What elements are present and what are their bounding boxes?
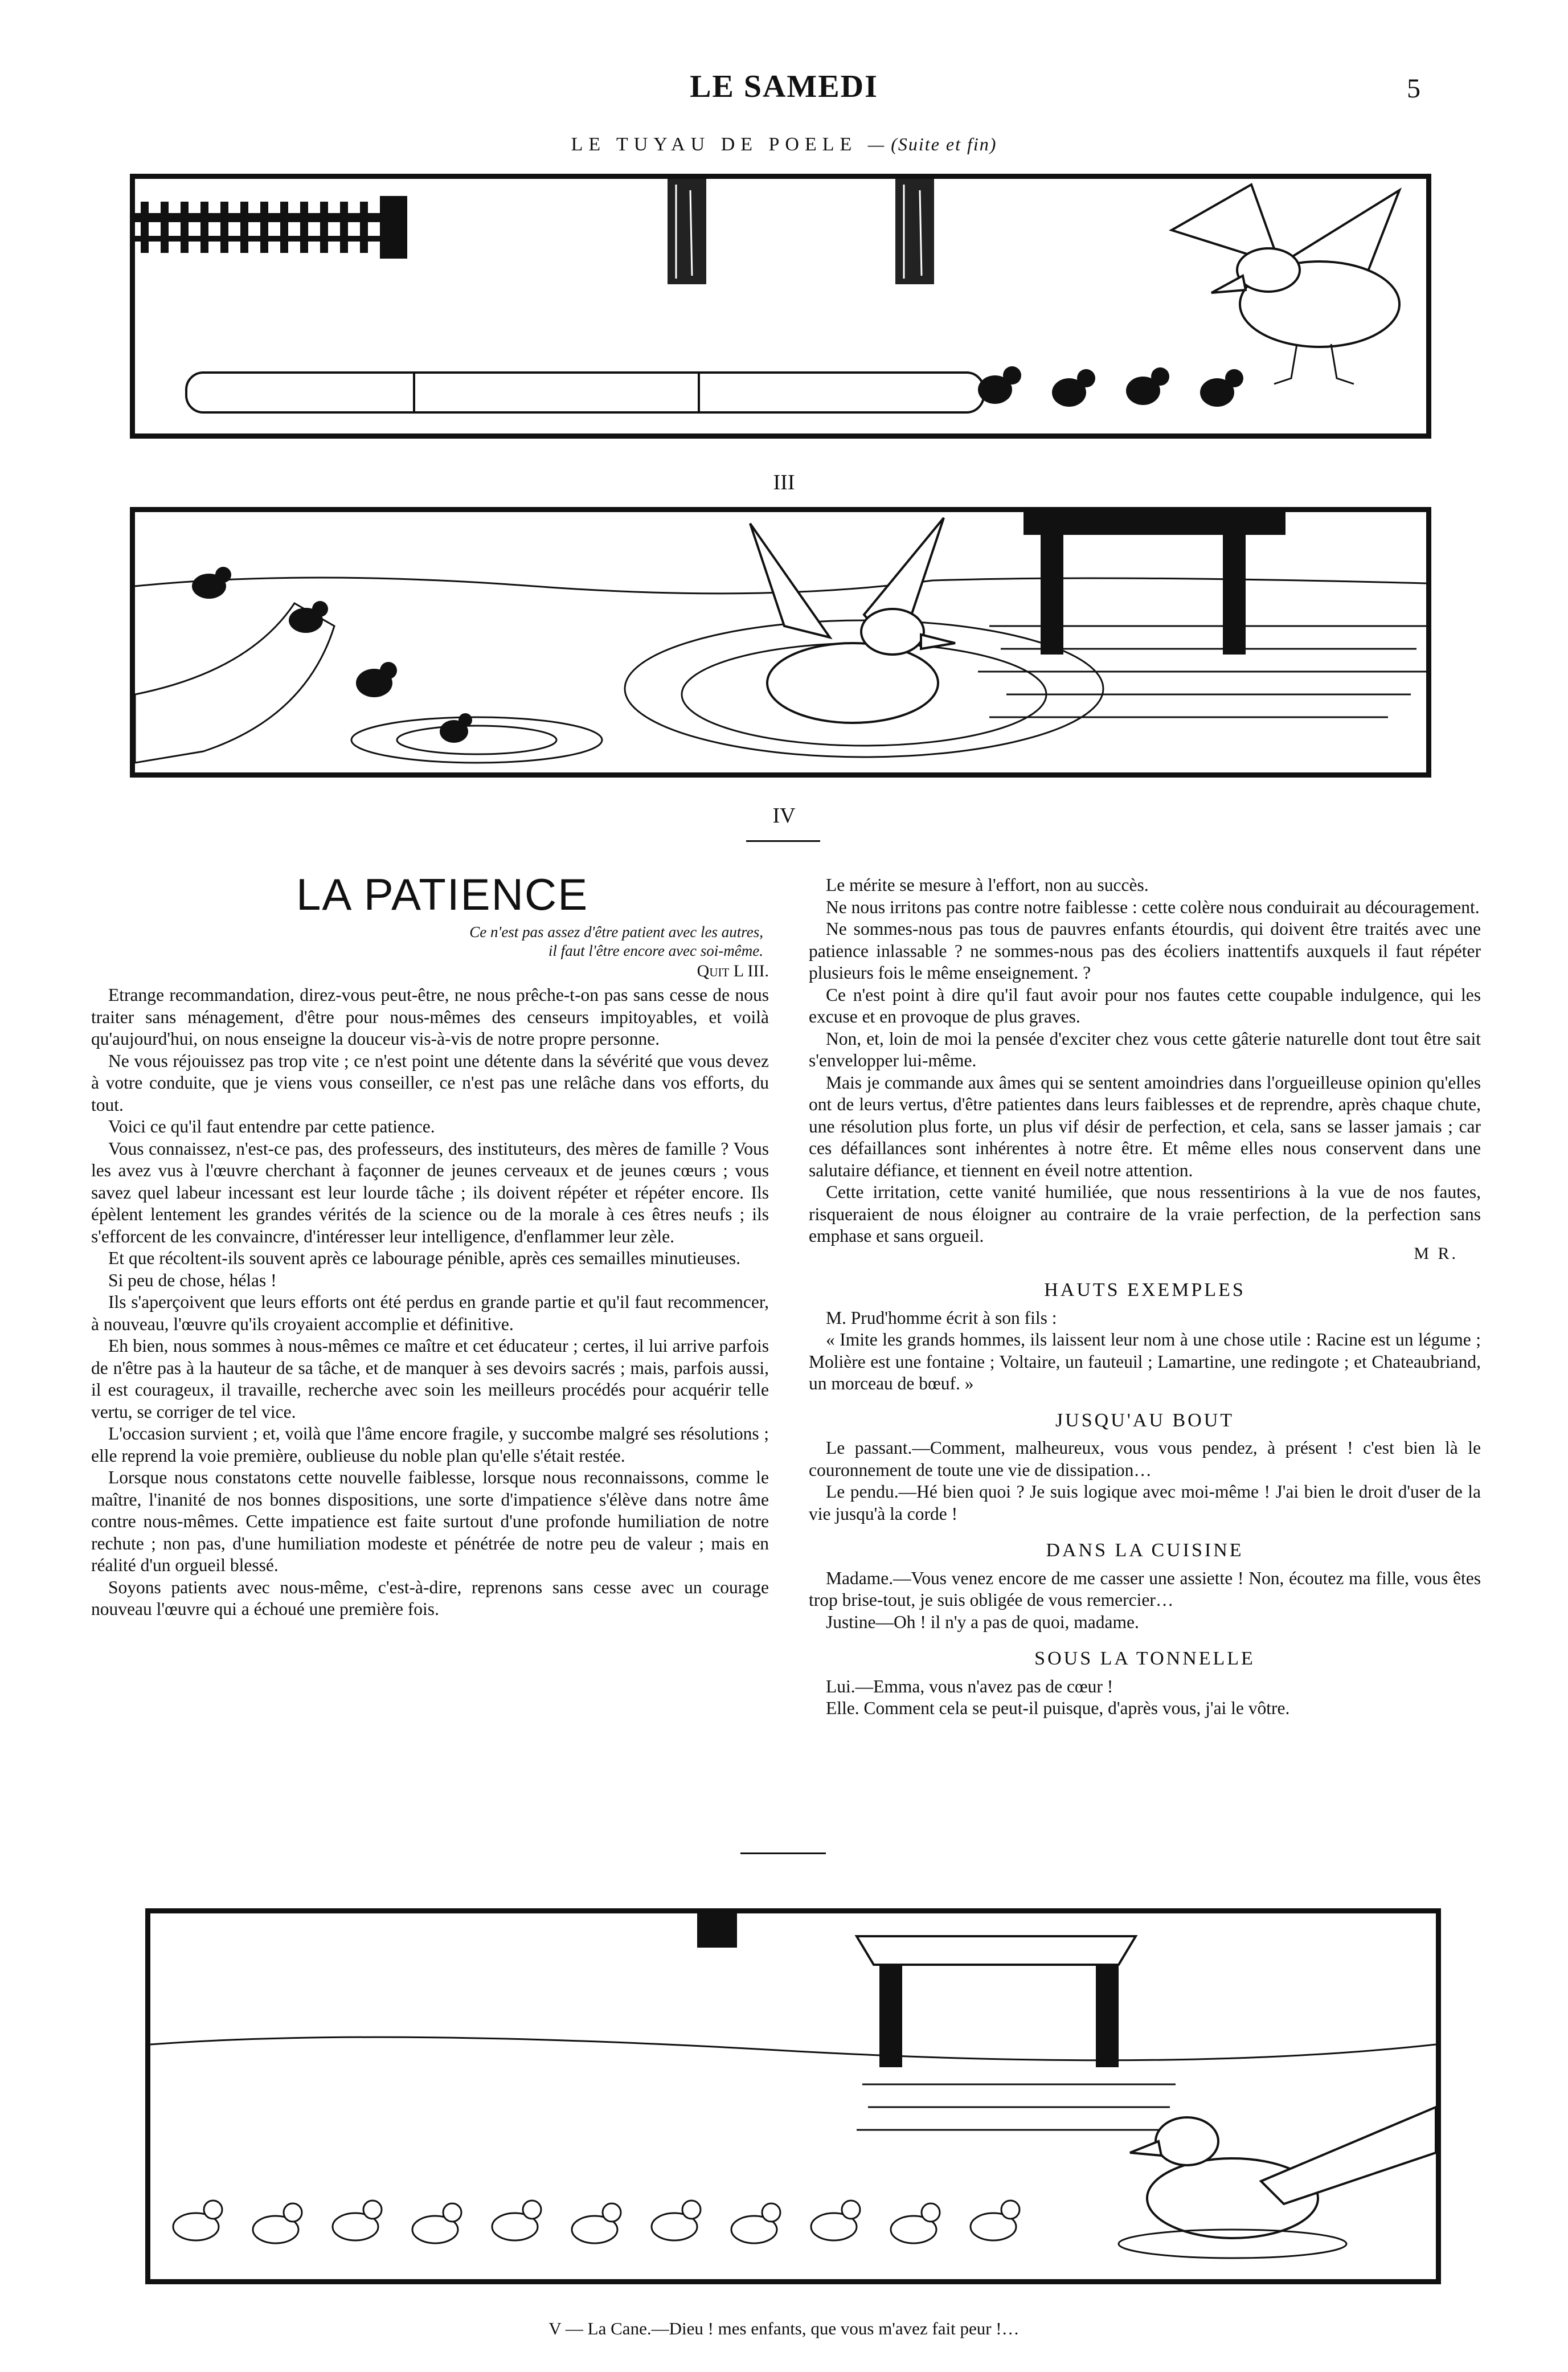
paragraph: Eh bien, nous sommes à nous-mêmes ce maître et cet éducateur ; certes, il lui arrive parfois de n'être pas à la hauteur de sa tâche, et de manquer à ses devoirs sacrés ; mais, parfois aussi, il est courageux, il travaille, recherche avec soin les meilleurs procédés pour acquérir telle vertu, se corriger de tel vice.: [91, 1336, 769, 1422]
comic-panel-1: [130, 174, 1431, 439]
panel-4-numeral: IV: [772, 804, 796, 828]
anecdote-line: Elle. Comment cela se peut-il puisque, d'après vous, j'ai le vôtre.: [826, 1698, 1290, 1718]
epigraph-line-1: Ce n'est pas assez d'être patient avec les autres,: [469, 923, 763, 940]
strip-caption-main: LE TUYAU DE POELE: [571, 134, 858, 155]
separator-rule: [740, 1852, 826, 1854]
page-number: 5: [1407, 73, 1420, 104]
epigraph-line-2: il faut l'être encore avec soi-même.: [548, 942, 763, 959]
anecdote-line: Justine—Oh ! il n'y a pas de quoi, madame.: [826, 1612, 1139, 1632]
anecdote-heading: HAUTS EXEMPLES: [1044, 1279, 1246, 1300]
article-right-column: [809, 874, 1481, 1720]
comic-panel-5: [145, 1908, 1441, 2284]
epigraph-source: Quit L III.: [697, 962, 769, 980]
paragraph: Mais je commande aux âmes qui se sentent amoindries dans l'orgueilleuse opinion qu'elles ont de leurs vertus, d'être patientes dans leurs faiblesses et de reprendre, après chaque chute, une résolution plus forte, un plus vif désir de perfection, et cela, sans se lasser jamais ; car ces défaillances sont inhérentes à notre être. Et même elles nous conservent dans une salutaire défiance, et tiennent en éveil notre attention.: [809, 1072, 1481, 1180]
anecdote-line: « Imite les grands hommes, ils laissent leur nom à une chose utile : Racine est un légume ; Molière est une fontaine ; Voltaire, un fauteuil ; Lamartine, une redingote ; et Chateaubriand, un morceau de bœuf. »: [809, 1330, 1481, 1393]
paragraph: Voici ce qu'il faut entendre par cette patience.: [108, 1117, 435, 1136]
panel-5-illustration: [150, 1913, 1436, 2279]
paragraph: Lorsque nous constatons cette nouvelle faiblesse, lorsque nous reconnaissons, comme le maître, l'inanité de nos bonnes dispositions, une sorte d'impatience s'élève dans notre âme contre nous-mêmes. Cette impatience est faite surtout d'une profonde humiliation de notre rechute ; non pas, d'une humiliation modeste et pénétrée de notre peu de valeur ; mais en réalité d'un orgueil blessé.: [91, 1467, 769, 1575]
paragraph: Ne sommes-nous pas tous de pauvres enfants étourdis, qui doivent être traités avec une patience inlassable ? ne sommes-nous pas des écoliers inattentifs auxquels il faut répéter plusieurs fois le même enseignement. ?: [809, 919, 1481, 983]
anecdote-line: Lui.—Emma, vous n'avez pas de cœur !: [826, 1676, 1113, 1696]
paragraph: Ce n'est point à dire qu'il faut avoir pour nos fautes cette coupable indulgence, qui les excuse et en provoque de plus graves.: [809, 984, 1481, 1026]
epigraph: [399, 923, 763, 960]
paragraph: Cette irritation, cette vanité humiliée, que nous ressentirions à la vue de nos fautes, risqueraient de nous éloigner au contraire de la vraie perfection, de la perfection sans emphase et sans orgueil.: [809, 1182, 1481, 1246]
anecdote-heading: SOUS LA TONNELLE: [1034, 1648, 1255, 1669]
paragraph: Le mérite se mesure à l'effort, non au succès.: [826, 875, 1149, 895]
anecdote-line: Le pendu.—Hé bien quoi ? Je suis logique avec moi-même ! J'ai bien le droit d'user de la vie jusqu'à la corde !: [809, 1482, 1481, 1524]
paragraph: Ils s'aperçoivent que leurs efforts ont été perdus en grande partie et qu'il faut recommencer, à nouveau, l'œuvre qu'ils croyaient accomplie et définitive.: [91, 1292, 769, 1334]
anecdote-line: M. Prud'homme écrit à son fils :: [826, 1307, 1057, 1328]
paragraph: Etrange recommandation, direz-vous peut-être, ne nous prêche-t-on pas sans cesse de nous traiter sans ménagement, d'être pour nous-mêmes des censeurs impitoyables, et voilà qu'aujourd'hui, on nous enseigne la douceur vis-à-vis de notre propre personne.: [91, 985, 769, 1049]
paragraph: Ne nous irritons pas contre notre faiblesse : cette colère nous conduirait au découragement.: [826, 897, 1480, 917]
anecdote-line: Le passant.—Comment, malheureux, vous vous pendez, à présent ! c'est bien là le couronnement de toute une vie de dissipation…: [809, 1438, 1481, 1480]
panel-3-illustration: [135, 512, 1426, 772]
article-title: LA PATIENCE: [296, 869, 589, 919]
newspaper-title: LE SAMEDI: [690, 69, 878, 104]
panel-3-numeral: III: [773, 471, 795, 494]
paragraph: Non, et, loin de moi la pensée d'exciter chez vous cette gâterie naturelle dont tout être sait s'envelopper lui-même.: [809, 1028, 1481, 1070]
article-left-column: [91, 984, 769, 1621]
strip-caption-sub: — (Suite et fin): [867, 134, 997, 154]
anecdote-heading: JUSQU'AU BOUT: [1055, 1409, 1235, 1431]
comic-panel-3: [130, 507, 1431, 778]
paragraph: L'occasion survient ; et, voilà que l'âme encore fragile, y succombe malgré ses résolutions ; elle reprend la voie première, oublieuse du noble plan qu'elle s'était restée.: [91, 1424, 769, 1466]
anecdote-heading: DANS LA CUISINE: [1046, 1540, 1244, 1561]
paragraph: Si peu de chose, hélas !: [108, 1270, 277, 1290]
paragraph: Soyons patients avec nous-même, c'est-à-dire, reprenons sans cesse avec un courage nouveau l'œuvre qui a échoué une première fois.: [91, 1577, 769, 1619]
strip-final-caption: V — La Cane.—Dieu ! mes enfants, que vous m'avez fait peur !…: [548, 2318, 1020, 2338]
separator-rule: [746, 840, 820, 842]
paragraph: Ne vous réjouissez pas trop vite ; ce n'est point une détente dans la sévérité que vous devez à votre conduite, que je viens vous conseiller, ce n'est pas une relâche dans vos efforts, du tout.: [91, 1050, 769, 1115]
strip-caption: [0, 134, 1568, 156]
paragraph: Vous connaissez, n'est-ce pas, des professeurs, des instituteurs, des mères de famille ? Vous les avez vus à l'œuvre cherchant à façonner de jeunes cerveaux et de jeunes cœurs ; vous savez quel labeur incessant est leur lourde tâche ; ils doivent répéter et répéter encore. Ils épèlent lentement les grandes vérités de la science ou de la morale à ces êtres neufs ; ils s'efforcent de les convaincre, d'intéresser leur intelligence, d'enflammer leur zèle.: [91, 1138, 769, 1246]
panel-1-illustration: [135, 179, 1426, 433]
anecdote-line: Madame.—Vous venez encore de me casser une assiette ! Non, écoutez ma fille, vous êtes trop brise-tout, je suis obligée de vous remercier…: [809, 1568, 1481, 1610]
article-signature: M R.: [1414, 1244, 1458, 1263]
paragraph: Et que récoltent-ils souvent après ce labourage pénible, après ces semailles minutieuses.: [108, 1248, 740, 1268]
